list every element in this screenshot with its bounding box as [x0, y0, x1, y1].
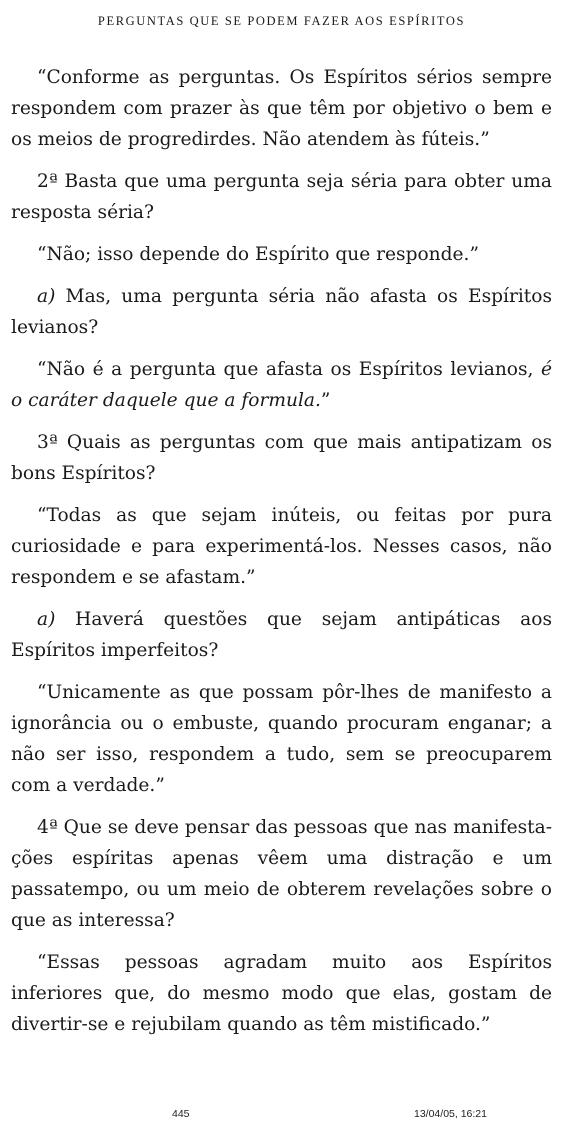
question-text: Haverá questões que sejam antipáticas aos Espíritos imperfeitos? — [11, 609, 552, 661]
question-paragraph: 4ª Que se deve pensar das pessoas que nas manifestações espíritas apenas vêem uma distração e um passatempo, ou um meio de obterem revelações sobre o que as interessa? — [11, 817, 552, 931]
answer-italic-text: é o caráter daquele que a formula. — [11, 359, 552, 411]
answer-paragraph — [11, 354, 552, 416]
question-paragraph: 3ª Quais as perguntas com que mais antipatizam os bons Espíritos? — [11, 432, 552, 484]
closing-quote: ” — [320, 390, 331, 411]
question-text: Mas, uma pergunta séria não afasta os Espíritos levianos? — [11, 286, 552, 338]
running-header: PERGUNTAS QUE SE PODEM FAZER AOS ESPÍRITOS — [97, 14, 466, 28]
page-body — [11, 62, 552, 1040]
question-label: a) — [37, 609, 56, 630]
question-paragraph — [11, 604, 552, 666]
question-paragraph: 2ª Basta que uma pergunta seja séria para obter uma resposta séria? — [11, 171, 552, 223]
answer-paragraph: “Todas as que sejam inúteis, ou feitas por pura curiosidade e para experimentá-los. Nesses casos, não respondem e se afastam.” — [11, 505, 552, 588]
answer-paragraph: “Essas pessoas agradam muito aos Espíritos inferiores que, do mesmo modo que elas, gostam de divertir-se e rejubilam quando as têm mistificado.” — [11, 952, 552, 1035]
print-timestamp: 13/04/05, 16:21 — [414, 1108, 487, 1120]
question-paragraph — [11, 281, 552, 343]
answer-paragraph: “Unicamente as que possam pôr-lhes de manifesto a ignorância ou o embuste, quando procuram enganar; a não ser isso, respondem a tudo, sem se preocuparem com a verdade.” — [11, 682, 552, 796]
page-number: 445 — [172, 1108, 190, 1120]
question-label: a) — [37, 286, 56, 307]
answer-text: “Não é a pergunta que afasta os Espíritos levianos, — [37, 359, 541, 380]
answer-paragraph: “Conforme as perguntas. Os Espíritos sérios sempre respondem com prazer às que têm por objetivo o bem e os meios de progredirdes. Não atendem às fúteis.” — [11, 67, 552, 150]
answer-paragraph: “Não; isso depende do Espírito que responde.” — [37, 244, 479, 265]
